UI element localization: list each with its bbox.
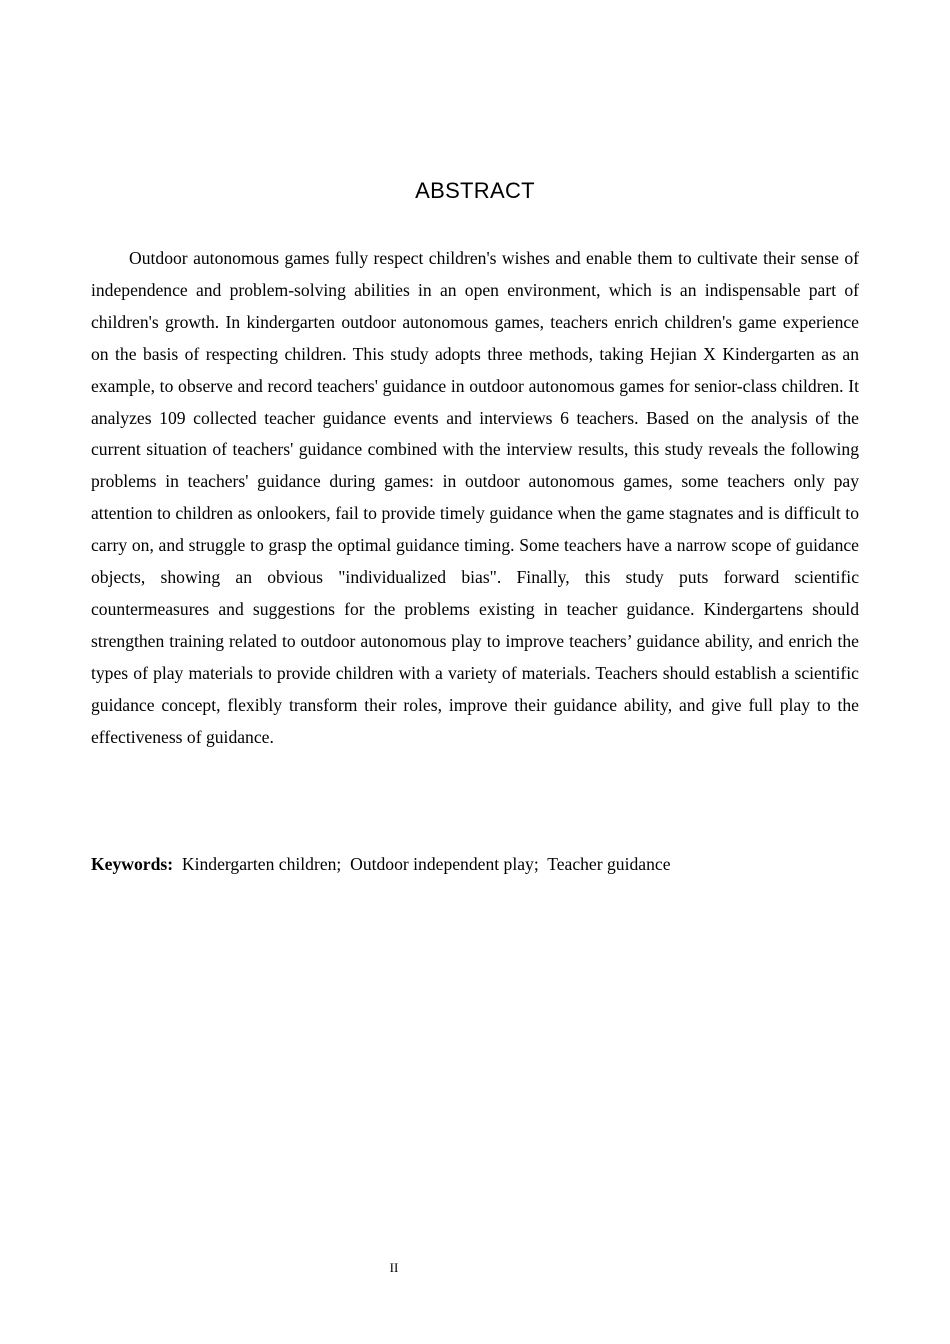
keywords-label: Keywords: [91,854,174,874]
page-number: II [389,1260,399,1275]
abstract-title: ABSTRACT [415,178,535,203]
keywords-line [91,850,859,878]
keywords-list: Kindergarten children; Outdoor independent play; Teacher guidance [173,854,671,874]
abstract-body: Outdoor autonomous games fully respect children's wishes and enable them to cultivate their sense of independence and problem-solving abilities in an open environment, which is an indispensable part of children's growth. In kindergarten outdoor autonomous games, teachers enrich children's game experience on the basis of respecting children. This study adopts three methods, taking Hejian X Kindergarten as an example, to observe and record teachers' guidance in outdoor autonomous games for senior-class children. It analyzes 109 collected teacher guidance events and interviews 6 teachers. Based on the analysis of the current situation of teachers' guidance combined with the interview results, this study reveals the following problems in teachers' guidance during games: in outdoor autonomous games, some teachers only pay attention to children as onlookers, fail to provide timely guidance when the game stagnates and is difficult to carry on, and struggle to grasp the optimal guidance timing. Some teachers have a narrow scope of guidance objects, showing an obvious "individualized bias". Finally, this study puts forward scientific countermeasures and suggestions for the problems existing in teacher guidance. Kindergartens should strengthen training related to outdoor autonomous play to improve teachers’ guidance ability, and enrich the types of play materials to provide children with a variety of materials. Teachers should establish a scientific guidance concept, flexibly transform their roles, improve their guidance ability, and give full play to the effectiveness of guidance. [91,248,859,747]
